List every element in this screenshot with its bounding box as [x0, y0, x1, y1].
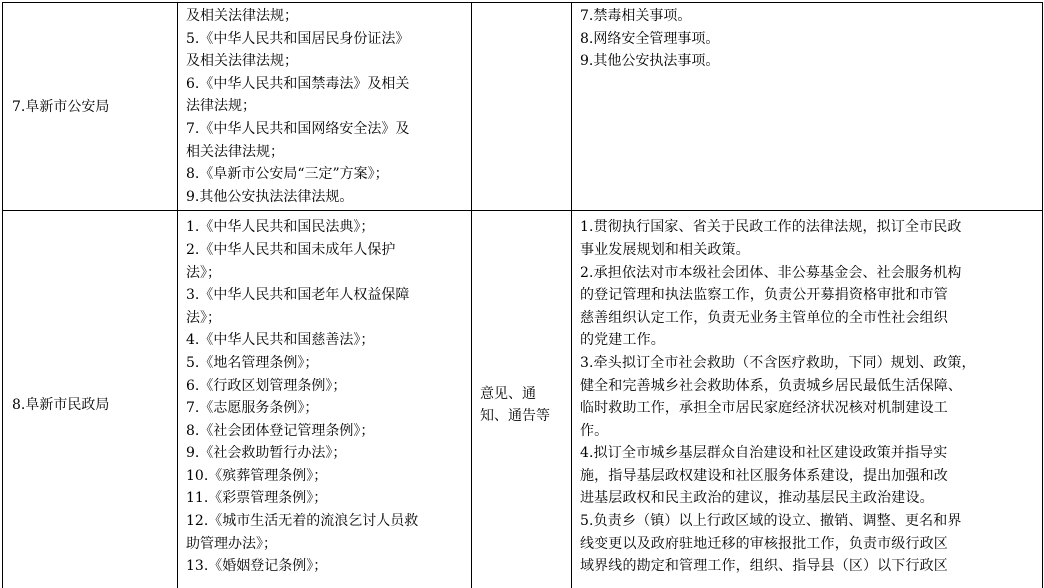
legal-basis-line: 7.《志愿服务条例》； [186, 400, 319, 417]
disclosure-type-cell [472, 3, 572, 211]
duty-line: 作。 [580, 422, 609, 439]
duty-line: 域界线的勘定和管理工作，组织、指导县（区）以下行政区 [580, 558, 948, 575]
department-name: 8.阜新市民政局 [12, 397, 110, 414]
legal-basis-line: 法律法规； [186, 98, 256, 115]
department-name: 7.阜新市公安局 [12, 98, 110, 115]
legal-basis-line: 12.《城市生活无着的流浪乞讨人员救 [186, 513, 419, 530]
legal-basis-line: 7.《中华人民共和国网络安全法》及 [186, 120, 410, 137]
duty-line: 线变更以及政府驻地迁移的审核报批工作，负责市级行政区 [580, 535, 948, 552]
duty-line: 临时救助工作，承担全市居民家庭经济状况核对机制建设工 [580, 400, 948, 417]
legal-basis-line: 2.《中华人民共和国未成年人保护 [186, 241, 396, 258]
duty-line: 的登记管理和执法监察工作，负责公开募捐资格审批和市管 [580, 287, 948, 304]
department-cell [3, 3, 178, 211]
duty-line: 2.承担依法对市本级社会团体、非公募基金会、社会服务机构 [580, 264, 962, 281]
duty-line: 施，指导基层政权建设和社区服务体系建设，提出加强和改 [580, 467, 948, 484]
legal-basis-cell [178, 211, 472, 588]
legal-basis-line: 法》； [186, 264, 221, 281]
duties-cell [572, 3, 1043, 211]
legal-basis-line: 8.《社会团体登记管理条例》； [186, 422, 375, 439]
government-info-table [2, 2, 1043, 588]
duty-line: 4.拟订全市城乡基层群众自治建设和社区建设政策并指导实 [580, 445, 948, 462]
legal-basis-line: 及相关法律法规； [186, 53, 298, 70]
disclosure-type-line: 知、通告等 [480, 408, 550, 425]
legal-basis-line: 11.《彩票管理条例》； [186, 490, 328, 507]
duty-line: 进基层政权和民主政治的建议，推动基层民主政治建设。 [580, 490, 934, 507]
duty-line: 慈善组织认定工作，负责无业务主管单位的全市性社会组织 [580, 309, 948, 326]
disclosure-type-line: 意见、通 [480, 385, 536, 402]
department-cell [3, 211, 178, 588]
legal-basis-line: 5.《中华人民共和国居民身份证法》 [186, 30, 410, 47]
disclosure-type-cell [472, 211, 572, 588]
legal-basis-line: 9.其他公安执法法律法规。 [186, 188, 354, 205]
legal-basis-line: 4.《中华人民共和国慈善法》； [186, 332, 375, 349]
duty-line: 7.禁毒相关事项。 [580, 8, 692, 24]
legal-basis-line: 法》； [186, 309, 221, 326]
legal-basis-line: 8.《阜新市公安局“三定”方案》； [186, 166, 389, 183]
legal-basis-line: 及相关法律法规； [186, 8, 298, 24]
legal-basis-line: 1.《中华人民共和国民法典》； [186, 219, 375, 236]
legal-basis-line: 助管理办法》； [186, 535, 277, 552]
duty-line: 3.牵头拟订全市社会救助（不含医疗救助，下同）规划、政策， [580, 354, 976, 371]
duty-line: 事业发展规划和相关政策。 [580, 241, 750, 258]
legal-basis-cell [178, 3, 472, 211]
table-row [3, 3, 1043, 211]
duty-line: 8.网络安全管理事项。 [580, 30, 720, 47]
duties-cell [572, 211, 1043, 588]
duty-line: 1.贯彻执行国家、省关于民政工作的法律法规，拟订全市民政 [580, 219, 962, 236]
duty-line: 5.负责乡（镇）以上行政区域的设立、撤销、调整、更名和界 [580, 513, 962, 530]
legal-basis-line: 相关法律法规； [186, 143, 284, 160]
legal-basis-line: 13.《婚姻登记条例》； [186, 558, 328, 575]
legal-basis-line: 6.《行政区划管理条例》； [186, 377, 347, 394]
table-row [3, 211, 1043, 588]
legal-basis-line: 3.《中华人民共和国老年人权益保障 [186, 287, 410, 304]
duty-line: 9.其他公安执法事项。 [580, 53, 720, 70]
legal-basis-line: 9.《社会救助暂行办法》； [186, 445, 347, 462]
duty-line: 健全和完善城乡社会救助体系，负责城乡居民最低生活保障、 [580, 377, 963, 394]
legal-basis-line: 10.《殡葬管理条例》； [186, 467, 328, 484]
legal-basis-line: 5.《地名管理条例》； [186, 354, 319, 371]
duty-line: 的党建工作。 [580, 332, 665, 349]
legal-basis-line: 6.《中华人民共和国禁毒法》及相关 [186, 75, 410, 92]
